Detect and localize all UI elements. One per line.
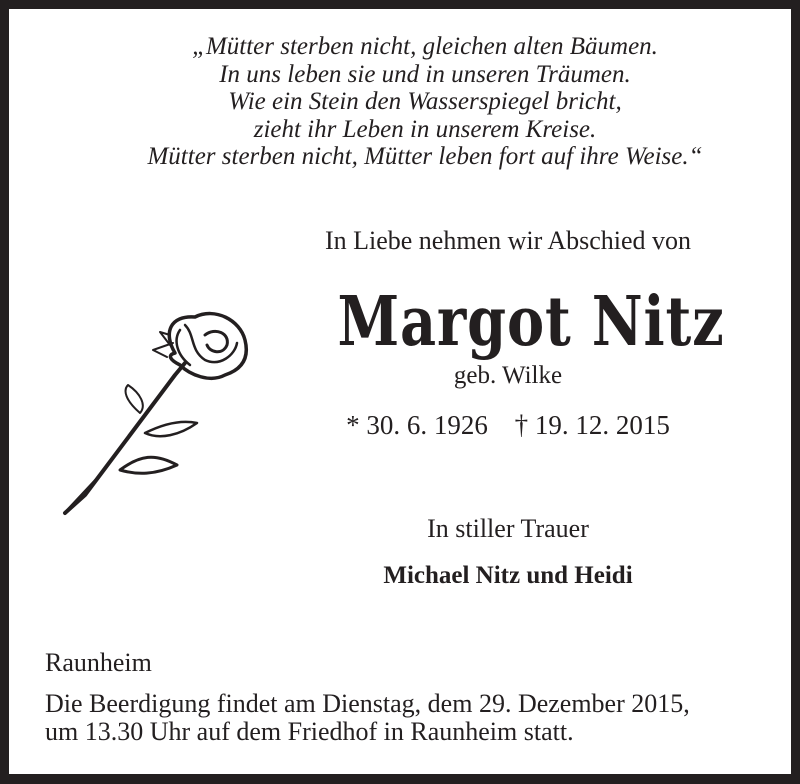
poem-line: Wie ein Stein den Wasserspiegel bricht, bbox=[228, 88, 622, 115]
poem bbox=[60, 33, 790, 171]
poem-line: Mütter sterben nicht, Mütter leben fort auf ihre Weise.“ bbox=[147, 143, 703, 170]
maiden-name: geb. Wilke bbox=[453, 362, 563, 389]
burial-line: Die Beerdigung findet am Dienstag, dem 29. Dezember 2015, bbox=[45, 689, 690, 718]
burial-info bbox=[45, 690, 690, 746]
mourning-text: In stiller Trauer bbox=[427, 514, 589, 543]
rose-icon bbox=[55, 305, 255, 520]
birth-date: * 30. 6. 1926 bbox=[346, 410, 488, 440]
intro-text: In Liebe nehmen wir Abschied von bbox=[324, 226, 692, 255]
poem-line: „Mütter sterben nicht, gleichen alten Bäumen. bbox=[192, 33, 658, 60]
poem-line: In uns leben sie und in unseren Träumen. bbox=[219, 60, 631, 88]
poem-line: zieht ihr Leben in unserem Kreise. bbox=[253, 115, 597, 143]
family-names: Michael Nitz und Heidi bbox=[383, 562, 633, 589]
deceased-name: Margot Nitz bbox=[337, 282, 725, 362]
death-date: † 19. 12. 2015 bbox=[514, 410, 670, 440]
life-dates bbox=[300, 410, 716, 441]
burial-line: um 13.30 Uhr auf dem Friedhof in Raunheim statt. bbox=[45, 717, 574, 746]
place: Raunheim bbox=[45, 648, 152, 677]
